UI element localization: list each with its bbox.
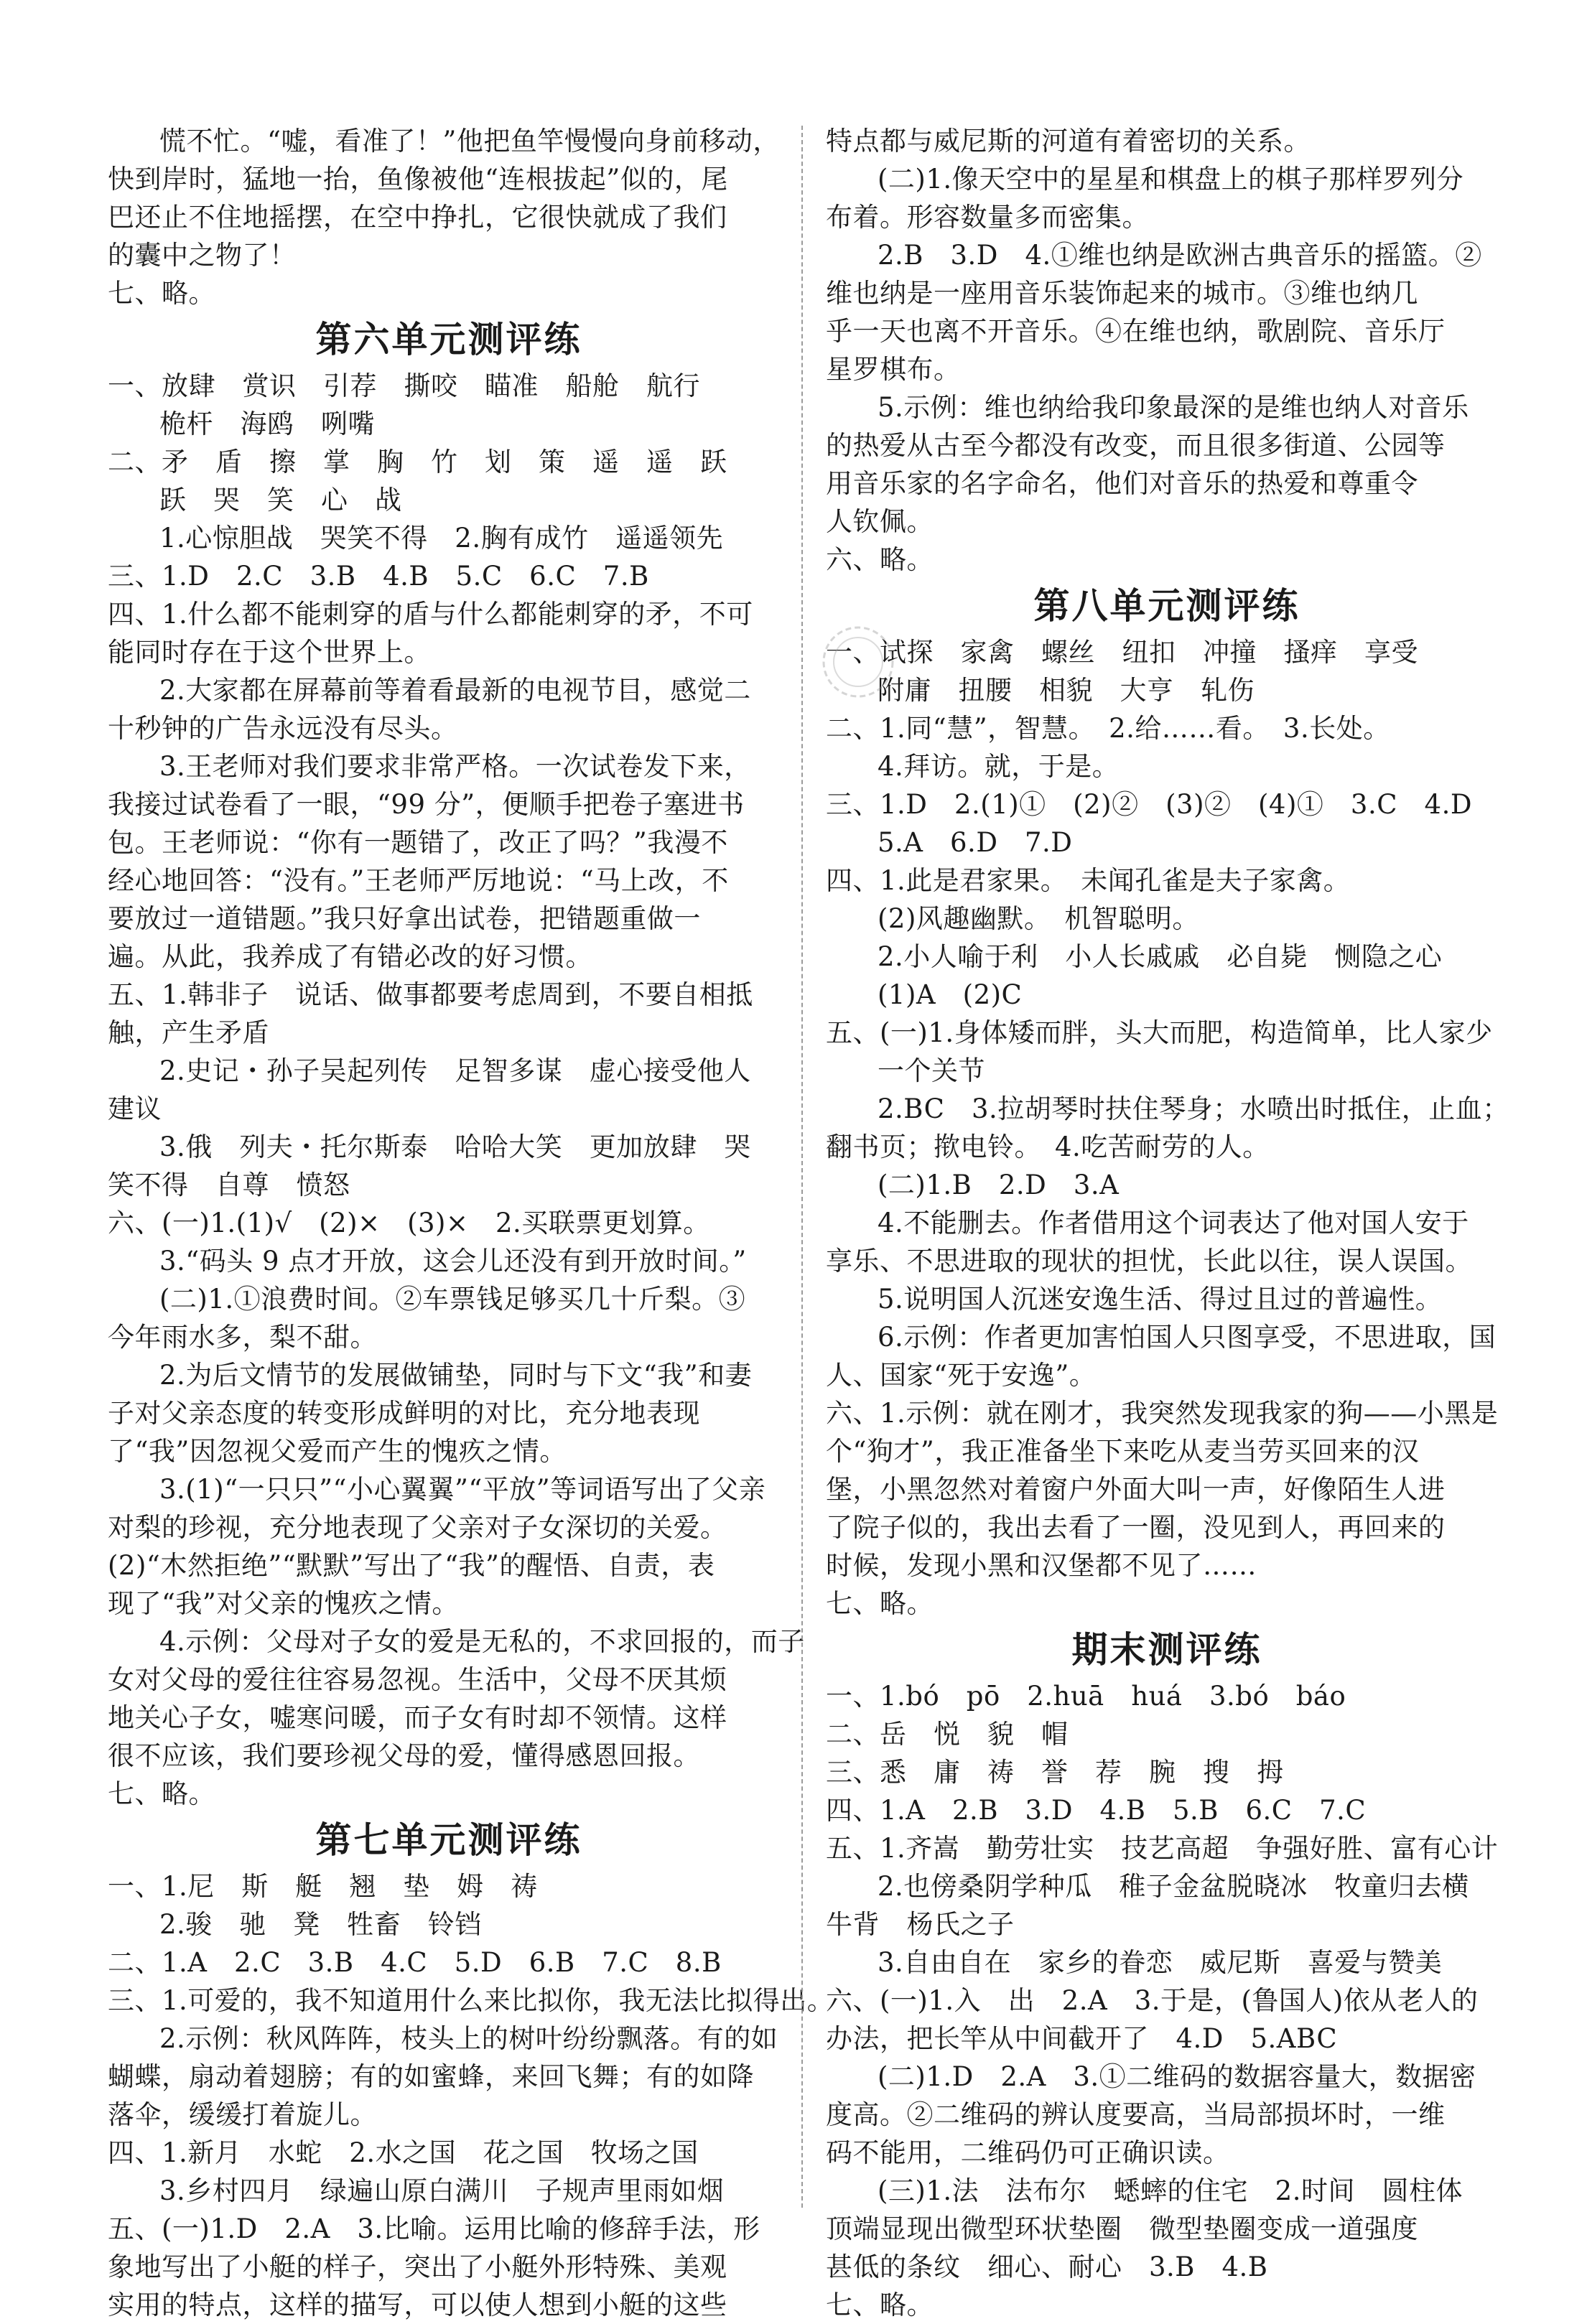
answer-line: 了“我”因忽视父爱而产生的愧疚之情。 bbox=[108, 1436, 567, 1467]
answer-line: 二、矛 盾 擦 掌 胸 竹 划 策 遥 遥 跃 bbox=[108, 447, 727, 477]
answer-line: 四、1.此是君家果。 未闻孔雀是夫子家禽。 bbox=[826, 865, 1351, 896]
answer-line: 一、放肆 赏识 引荐 撕咬 瞄准 船舱 航行 bbox=[108, 370, 700, 401]
answer-line: 一、1.尼 斯 艇 翘 垫 姆 祷 bbox=[108, 1871, 538, 1902]
left-column bbox=[108, 122, 834, 2324]
answer-line: 3.“码头 9 点才开放，这会儿还没有到开放时间。” bbox=[159, 1246, 747, 1277]
answer-line: 五、1.韩非子 说话、做事都要考虑周到，不要自相抵 bbox=[108, 979, 753, 1010]
answer-line: 布着。形容数量多而密集。 bbox=[826, 202, 1149, 233]
answer-line: 七、略。 bbox=[826, 2290, 934, 2320]
answer-line: 桅杆 海鸥 咧嘴 bbox=[159, 409, 375, 439]
answer-line: (2)“木然拒绝”“默默”写出了“我”的醒悟、自责，表 bbox=[108, 1550, 715, 1581]
answer-line: 用音乐家的名字命名，他们对音乐的热爱和尊重令 bbox=[826, 468, 1418, 499]
answer-line: 5.示例：维也纳给我印象最深的是维也纳人对音乐 bbox=[878, 392, 1469, 423]
answer-line: 要放过一道错题。”我只好拿出试卷，把错题重做一 bbox=[108, 903, 701, 934]
answer-line: 能同时存在于这个世界上。 bbox=[108, 637, 431, 668]
answer-line: 三、1.D 2.(1)① (2)② (3)② (4)① 3.C 4.D bbox=[826, 789, 1472, 820]
answer-line: (二)1.D 2.A 3.①二维码的数据容量大，数据密 bbox=[878, 2061, 1476, 2092]
answer-line: 遍。从此，我养成了有错必改的好习惯。 bbox=[108, 941, 592, 972]
answer-line: 一个关节 bbox=[878, 1055, 985, 1086]
answer-line: 二、1.同“慧”，智慧。 2.给……看。 3.长处。 bbox=[826, 713, 1390, 744]
answer-line: 4.拜访。就，于是。 bbox=[878, 751, 1120, 782]
answer-line: 甚低的条纹 细心、耐心 3.B 4.B bbox=[826, 2251, 1268, 2282]
answer-line: 跃 哭 笑 心 战 bbox=[159, 485, 402, 515]
answer-line: 堡，小黑忽然对着窗户外面大叫一声，好像陌生人进 bbox=[826, 1474, 1446, 1505]
answer-line: 2.小人喻于利 小人长戚戚 必自毙 恻隐之心 bbox=[878, 941, 1443, 972]
answer-line: (二)1.像天空中的星星和棋盘上的棋子那样罗列分 bbox=[878, 164, 1464, 195]
answer-line: 2.为后文情节的发展做铺垫，同时与下文“我”和妻 bbox=[159, 1360, 753, 1391]
answer-line: 今年雨水多，梨不甜。 bbox=[108, 1322, 377, 1353]
answer-line: 4.示例：父母对子女的爱是无私的，不求回报的，而子 bbox=[159, 1626, 805, 1657]
answer-line: 六、略。 bbox=[826, 544, 934, 575]
answer-line: 四、1.新月 水蛇 2.水之国 花之国 牧场之国 bbox=[108, 2137, 699, 2168]
answer-line: 落伞，缓缓打着旋儿。 bbox=[108, 2099, 377, 2130]
answer-line: 十秒钟的广告永远没有尽头。 bbox=[108, 713, 458, 744]
answer-line: 3.自由自在 家乡的眷恋 威尼斯 喜爱与赞美 bbox=[878, 1947, 1443, 1978]
right-column bbox=[826, 122, 1508, 2324]
answer-line: 人、国家“死于安逸”。 bbox=[826, 1360, 1097, 1391]
answer-line: 2.也傍桑阴学种瓜 稚子金盆脱晓冰 牧童归去横 bbox=[878, 1871, 1469, 1902]
answer-line: 三、悉 庸 祷 誉 荐 腕 搜 拇 bbox=[826, 1757, 1284, 1788]
answer-line: 二、岳 悦 貌 帽 bbox=[826, 1719, 1069, 1750]
section-title: 第八单元测评练 bbox=[1033, 584, 1300, 627]
answer-line: 快到岸时，猛地一抬，鱼像被他“连根拔起”似的，尾 bbox=[108, 164, 728, 195]
answer-line: 码不能用，二维码仍可正确识读。 bbox=[826, 2137, 1230, 2168]
answer-line: 维也纳是一座用音乐装饰起来的城市。③维也纳几 bbox=[826, 278, 1418, 309]
answer-line: 3.(1)“一只只”“小心翼翼”“平放”等词语写出了父亲 bbox=[159, 1474, 766, 1505]
answer-line: 实用的特点，这样的描写，可以使人想到小艇的这些 bbox=[108, 2290, 727, 2320]
answer-line: 地关心子女，嘘寒问暖，而子女有时却不领情。这样 bbox=[108, 1702, 727, 1733]
answer-line: 办法，把长竿从中间截开了 4.D 5.ABC bbox=[826, 2023, 1338, 2054]
answer-line: 一、试探 家禽 螺丝 纽扣 冲撞 搔痒 享受 bbox=[826, 637, 1418, 668]
answer-line: 度高。②二维码的辨认度要高，当局部损坏时，一维 bbox=[826, 2099, 1446, 2130]
answer-line: 五、1.齐嵩 勤劳壮实 技艺高超 争强好胜、富有心计 bbox=[826, 1833, 1499, 1864]
answer-line: 顶端显现出微型环状垫圈 微型垫圈变成一道强度 bbox=[826, 2213, 1418, 2244]
answer-line: 2.大家都在屏幕前等着看最新的电视节目，感觉二 bbox=[159, 675, 751, 706]
answer-line: 享乐、不思进取的现状的担忧，长此以往，误人误国。 bbox=[826, 1246, 1472, 1277]
answer-line: (2)风趣幽默。 机智聪明。 bbox=[878, 903, 1199, 934]
answer-line: 一、1.bó pō 2.huā huá 3.bó báo bbox=[826, 1681, 1346, 1712]
answer-line: 2.骏 驰 凳 牲畜 铃铛 bbox=[159, 1909, 482, 1940]
answer-line: 1.心惊胆战 哭笑不得 2.胸有成竹 遥遥领先 bbox=[159, 523, 724, 554]
answer-line: 三、1.D 2.C 3.B 4.B 5.C 6.C 7.B bbox=[108, 561, 649, 592]
answer-line: 了院子似的，我出去看了一圈，没见到人，再回来的 bbox=[826, 1512, 1446, 1543]
answer-line: (三)1.法 法布尔 蟋蟀的住宅 2.时间 圆柱体 bbox=[878, 2175, 1463, 2206]
answer-line: 3.乡村四月 绿遍山原白满川 子规声里雨如烟 bbox=[159, 2175, 725, 2206]
answer-line: 包。王老师说：“你有一题错了，改正了吗？”我漫不 bbox=[108, 827, 728, 858]
answer-line: 建议 bbox=[108, 1093, 162, 1124]
answer-line: 的囊中之物了！ bbox=[108, 240, 297, 271]
column-divider bbox=[801, 126, 803, 2208]
answer-line: 我接过试卷看了一眼，“99 分”，便顺手把卷子塞进书 bbox=[108, 789, 745, 820]
section-title: 第七单元测评练 bbox=[315, 1819, 582, 1861]
answer-line: 慌不忙。“嘘，看准了！”他把鱼竿慢慢向身前移动， bbox=[159, 126, 780, 157]
answer-line: 六、(一)1.入 出 2.A 3.于是，(鲁国人)依从老人的 bbox=[826, 1985, 1479, 2016]
answer-line: 附庸 扭腰 相貌 大亨 轧伤 bbox=[878, 675, 1255, 706]
answer-line: 六、(一)1.(1)√ (2)× (3)× 2.买联票更划算。 bbox=[108, 1208, 710, 1238]
answer-line: 3.王老师对我们要求非常严格。一次试卷发下来， bbox=[159, 751, 751, 782]
answer-line: 5.说明国人沉迷安逸生活、得过且过的普遍性。 bbox=[878, 1284, 1443, 1315]
answer-line: 三、1.可爱的，我不知道用什么来比拟你，我无法比拟得出。 bbox=[108, 1985, 834, 2016]
answer-line: 星罗棋布。 bbox=[826, 354, 961, 385]
answer-line: 牛背 杨氏之子 bbox=[826, 1909, 1015, 1940]
answer-line: 四、1.什么都不能刺穿的盾与什么都能刺穿的矛，不可 bbox=[108, 599, 753, 630]
answer-line: (1)A (2)C bbox=[878, 979, 1023, 1010]
answer-line: 触，产生矛盾 bbox=[108, 1017, 269, 1048]
answer-line: 巴还止不住地摇摆，在空中挣扎，它很快就成了我们 bbox=[108, 202, 727, 233]
answer-line: (二)1.B 2.D 3.A bbox=[878, 1170, 1120, 1200]
answer-line: 时候，发现小黑和汉堡都不见了…… bbox=[826, 1550, 1257, 1581]
answer-line: 2.史记・孙子吴起列传 足智多谋 虚心接受他人 bbox=[159, 1055, 751, 1086]
answer-line: 3.俄 列夫・托尔斯泰 哈哈大笑 更加放肆 哭 bbox=[159, 1131, 751, 1162]
answer-line: 对梨的珍视，充分地表现了父亲对子女深切的关爱。 bbox=[108, 1512, 727, 1543]
answer-line: 乎一天也离不开音乐。④在维也纳，歌剧院、音乐厅 bbox=[826, 316, 1446, 347]
answer-line: 五、(一)1.身体矮而胖，头大而肥，构造简单，比人家少 bbox=[826, 1017, 1493, 1048]
answer-line: 经心地回答：“没有。”王老师严厉地说：“马上改，不 bbox=[108, 865, 729, 896]
answer-line: 象地写出了小艇的样子，突出了小艇外形特殊、美观 bbox=[108, 2251, 727, 2282]
answer-line: 女对父母的爱往往容易忽视。生活中，父母不厌其烦 bbox=[108, 1664, 727, 1695]
answer-line: 现了“我”对父亲的愧疚之情。 bbox=[108, 1588, 459, 1619]
answer-line: 2.示例：秋风阵阵，枝头上的树叶纷纷飘落。有的如 bbox=[159, 2023, 778, 2054]
answer-line: 个“狗才”，我正准备坐下来吃从麦当劳买回来的汉 bbox=[826, 1436, 1420, 1467]
answer-line: 五、(一)1.D 2.A 3.比喻。运用比喻的修辞手法，形 bbox=[108, 2213, 760, 2244]
answer-line: 5.A 6.D 7.D bbox=[878, 827, 1073, 858]
answer-line: 很不应该，我们要珍视父母的爱，懂得感恩回报。 bbox=[108, 1740, 700, 1771]
answer-line: 6.示例：作者更加害怕国人只图享受，不思进取，国 bbox=[878, 1322, 1497, 1353]
answer-line: (二)1.①浪费时间。②车票钱足够买几十斤梨。③ bbox=[159, 1284, 746, 1315]
answer-line: 二、1.A 2.C 3.B 4.C 5.D 6.B 7.C 8.B bbox=[108, 1947, 722, 1978]
answer-line: 2.BC 3.拉胡琴时扶住琴身；水喷出时抵住，止血； bbox=[878, 1093, 1509, 1124]
answer-line: 蝴蝶，扇动着翅膀；有的如蜜蜂，来回飞舞；有的如降 bbox=[108, 2061, 754, 2092]
answer-line: 4.不能删去。作者借用这个词表达了他对国人安于 bbox=[878, 1208, 1469, 1238]
section-title: 期末测评练 bbox=[1071, 1628, 1262, 1671]
answer-line: 人钦佩。 bbox=[826, 506, 934, 537]
answer-line: 六、1.示例：就在刚才，我突然发现我家的狗——小黑是 bbox=[826, 1398, 1499, 1429]
answer-line: 笑不得 自尊 愤怒 bbox=[108, 1170, 350, 1200]
answer-line: 子对父亲态度的转变形成鲜明的对比，充分地表现 bbox=[108, 1398, 700, 1429]
answer-line: 特点都与威尼斯的河道有着密切的关系。 bbox=[826, 126, 1311, 157]
answer-line: 四、1.A 2.B 3.D 4.B 5.B 6.C 7.C bbox=[826, 1795, 1367, 1826]
answer-line: 的热爱从古至今都没有改变，而且很多街道、公园等 bbox=[826, 430, 1446, 461]
section-title: 第六单元测评练 bbox=[315, 318, 582, 360]
answer-line: 七、略。 bbox=[108, 1778, 215, 1809]
answer-line: 翻书页；揿电铃。 4.吃苦耐劳的人。 bbox=[826, 1131, 1270, 1162]
answer-line: 2.B 3.D 4.①维也纳是欧洲古典音乐的摇篮。② bbox=[878, 240, 1482, 271]
answer-line: 七、略。 bbox=[826, 1588, 934, 1619]
watermark-stamp bbox=[815, 619, 901, 705]
answer-line: 七、略。 bbox=[108, 278, 215, 309]
